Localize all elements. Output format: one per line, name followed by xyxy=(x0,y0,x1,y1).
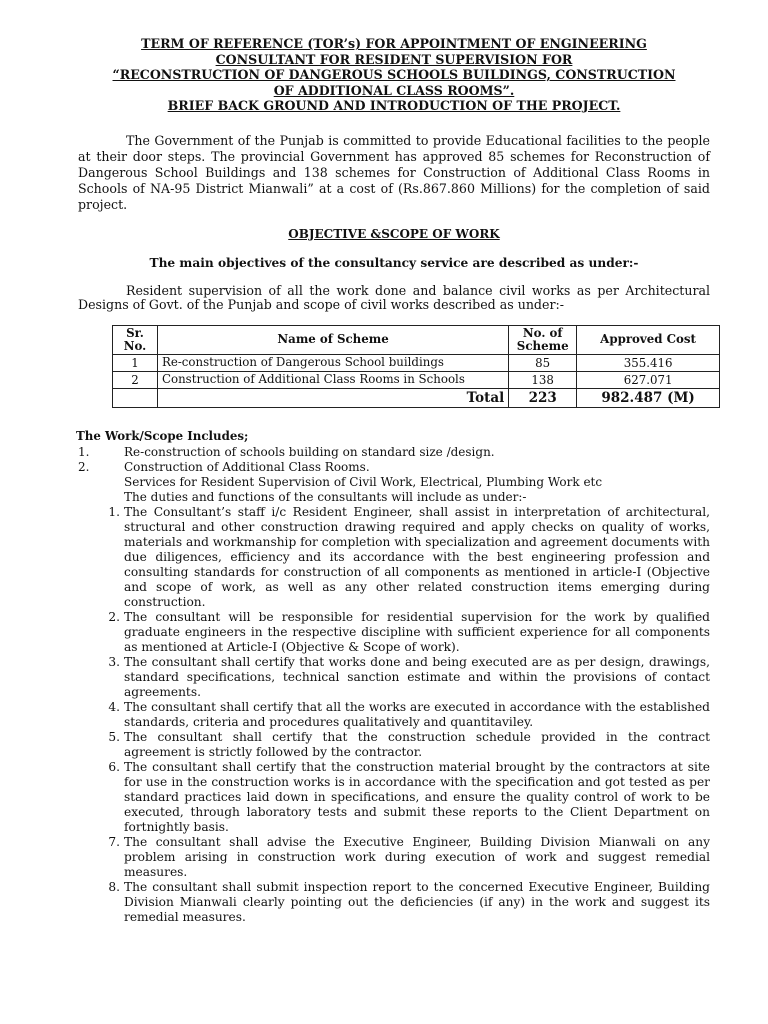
document-heading xyxy=(78,36,710,114)
total-label: Total xyxy=(157,388,508,407)
list-item xyxy=(78,445,710,460)
list-item-number: 2. xyxy=(78,459,90,474)
work-scope-list xyxy=(78,445,710,475)
duty-text: The consultant shall certify that the construction material brought by the contractors at site for use in the construction works is in accordance with the specification and got tested as per standard practices laid down in specifications, and ensure the quality control of work to be executed, through laboratory tests and submit these reports to the Client Department on fortnightly basis. xyxy=(124,759,710,834)
list-item xyxy=(78,460,710,475)
duty-number: 2. xyxy=(108,609,120,624)
duty-number: 6. xyxy=(108,759,120,774)
duty-number: 3. xyxy=(108,654,120,669)
duty-text: The consultant shall certify that works done and being executed are as per design, drawings, standard specifications, technical sanction estimate and within the provisions of contact agreements. xyxy=(124,654,710,699)
duty-text: The consultant will be responsible for residential supervision for the work by qualified graduate engineers in the respective discipline with sufficient experience for all components as mentioned at Article-I (Objective & Scope of work). xyxy=(124,609,710,654)
table-header-row xyxy=(113,325,720,354)
services-line-2: The duties and functions of the consultants will include as under:- xyxy=(124,489,527,504)
total-cost: 982.487 (M) xyxy=(577,388,720,407)
duty-number: 4. xyxy=(108,699,120,714)
table-total-row xyxy=(113,388,720,407)
duty-text: The consultant shall certify that all the works are executed in accordance with the established standards, criteria and procedures qualitatively and quantitaviley. xyxy=(124,699,710,729)
duty-number: 7. xyxy=(108,834,120,849)
row-approved-cost: 355.416 xyxy=(577,354,720,371)
list-item xyxy=(78,700,710,730)
heading-line-5: BRIEF BACK GROUND AND INTRODUCTION OF THE PROJECT. xyxy=(167,98,621,113)
duty-number: 1. xyxy=(108,504,120,519)
scope-heading: OBJECTIVE &SCOPE OF WORK xyxy=(288,226,500,241)
work-scope-heading: The Work/Scope Includes; xyxy=(76,428,249,443)
objective-statement: The main objectives of the consultancy service are described as under:- xyxy=(149,255,639,270)
list-item xyxy=(78,880,710,925)
row-scheme-count: 138 xyxy=(509,371,577,388)
total-count: 223 xyxy=(509,388,577,407)
list-item xyxy=(78,655,710,700)
list-item-number: 1. xyxy=(78,444,90,459)
header-scheme-count: No. of Scheme xyxy=(509,325,577,354)
list-item-text: Construction of Additional Class Rooms. xyxy=(124,459,370,474)
supervision-paragraph: Resident supervision of all the work done and balance civil works as per Architectural Designs of Govt. of the Punjab and scope of civil works described as under:- xyxy=(78,282,710,312)
header-sr-no: Sr. No. xyxy=(113,325,158,354)
list-item xyxy=(78,835,710,880)
header-scheme-name: Name of Scheme xyxy=(157,325,508,354)
header-approved-cost: Approved Cost xyxy=(577,325,720,354)
table-row xyxy=(113,371,720,388)
row-scheme-count: 85 xyxy=(509,354,577,371)
heading-line-1: TERM OF REFERENCE (TOR’s) FOR APPOINTMENT OF ENGINEERING xyxy=(141,36,647,51)
table-row xyxy=(113,354,720,371)
row-sr: 1 xyxy=(113,354,158,371)
duty-text: The consultant shall submit inspection report to the concerned Executive Engineer, Building Division Mianwali clearly pointing out the deficiencies (if any) in the work and suggest its remedial measures. xyxy=(124,879,710,924)
duty-text: The consultant shall advise the Executive Engineer, Building Division Mianwali on any problem arising in construction work during execution of work and suggest remedial measures. xyxy=(124,834,710,879)
intro-paragraph: The Government of the Punjab is committed to provide Educational facilities to the people at their door steps. The provincial Government has approved 85 schemes for Reconstruction of Dangerous School Buildings and 138 schemes for Construction of Additional Class Rooms in Schools of NA-95 District Mianwali” at a cost of (Rs.867.860 Millions) for the completion of said project. xyxy=(78,132,710,212)
heading-line-2: CONSULTANT FOR RESIDENT SUPERVISION FOR xyxy=(215,51,573,67)
total-empty-cell xyxy=(113,388,158,407)
duty-text: The consultant shall certify that the construction schedule provided in the contract agreement is strictly followed by the contractor. xyxy=(124,729,710,759)
row-scheme-name: Construction of Additional Class Rooms in Schools xyxy=(157,371,508,388)
row-scheme-name: Re-construction of Dangerous School buildings xyxy=(157,354,508,371)
row-sr: 2 xyxy=(113,371,158,388)
list-item-text: Re-construction of schools building on standard size /design. xyxy=(124,444,495,459)
heading-line-4: OF ADDITIONAL CLASS ROOMS”. xyxy=(273,82,515,98)
list-item xyxy=(78,760,710,835)
row-approved-cost: 627.071 xyxy=(577,371,720,388)
list-item xyxy=(78,610,710,655)
list-item xyxy=(78,730,710,760)
duty-number: 8. xyxy=(108,879,120,894)
schemes-table xyxy=(112,325,720,408)
services-line-1: Services for Resident Supervision of Civil Work, Electrical, Plumbing Work etc xyxy=(124,474,603,489)
duty-text: The Consultant’s staff i/c Resident Engineer, shall assist in interpretation of architectural, structural and other construction drawing required and apply checks on quality of works, materials and workmanship for completion with specialization and agreement documents with due diligences, efficiency and its accordance with the best engineering profession and consulting standards for construction of all components as mentioned in article-I (Objective and scope of work, as well as any other related construction items emerging during construction. xyxy=(124,504,710,609)
duty-number: 5. xyxy=(108,729,120,744)
duties-list xyxy=(78,505,710,925)
heading-line-3: “RECONSTRUCTION OF DANGEROUS SCHOOLS BUILDINGS, CONSTRUCTION xyxy=(112,67,676,82)
list-item xyxy=(78,505,710,610)
